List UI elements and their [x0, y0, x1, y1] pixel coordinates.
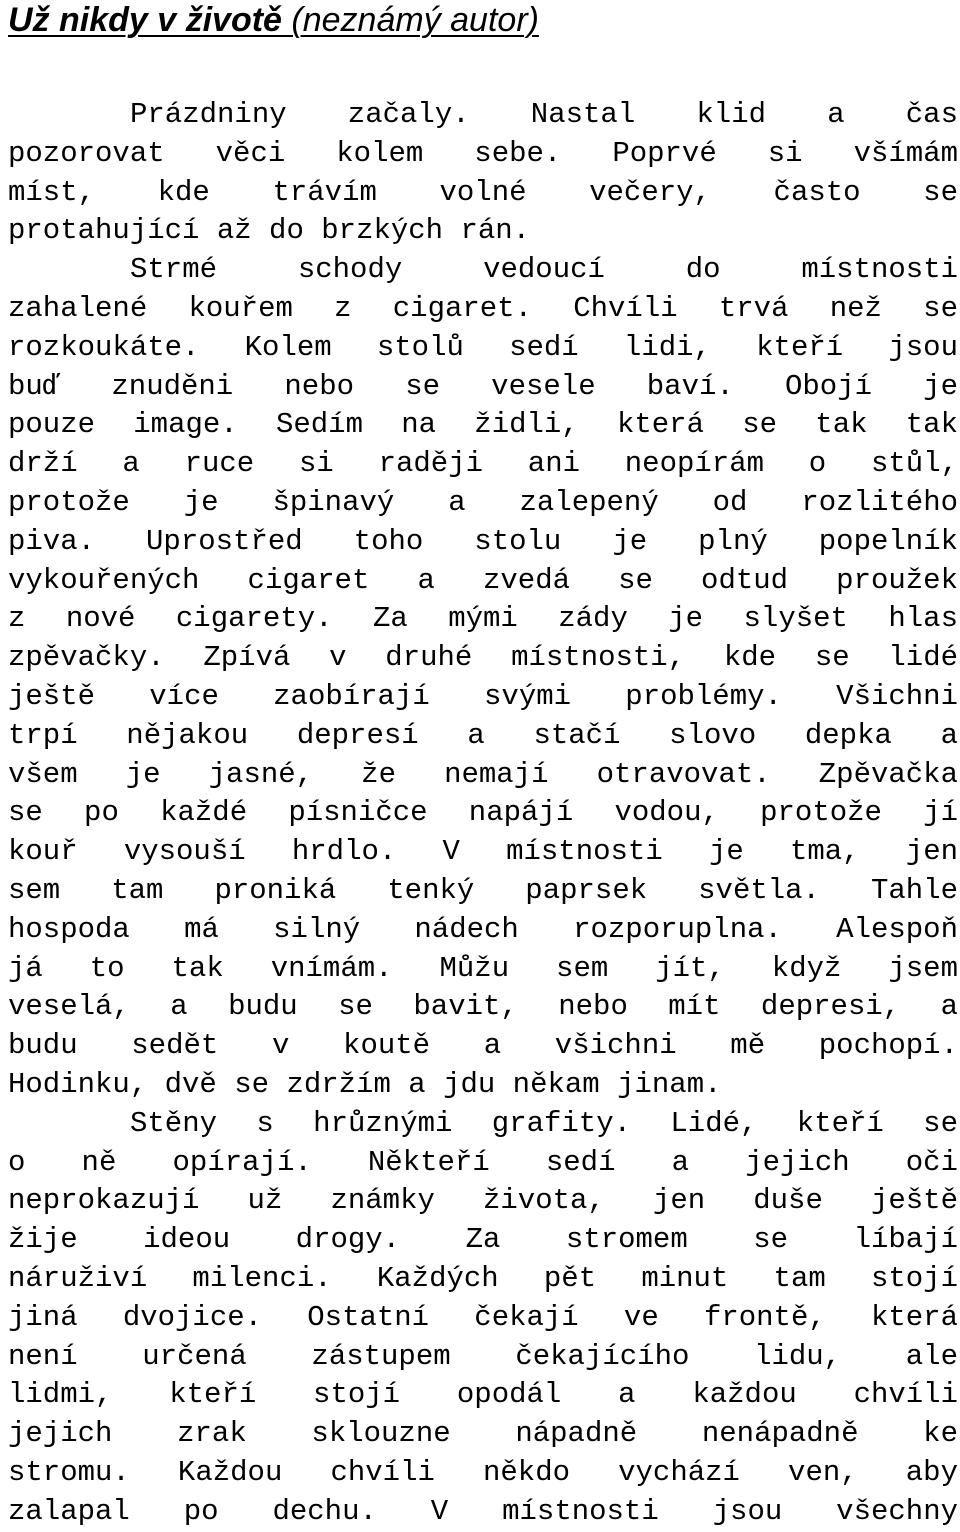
text-line: já to tak vnímám. Můžu sem jít, když jsem	[8, 951, 958, 985]
text-line: všem je jasné, že nemají otravovat. Zpěvačka	[8, 757, 958, 791]
text-line: Stěny s hrůznými grafity. Lidé, kteří se	[130, 1106, 958, 1140]
text-line: míst, kde trávím volné večery, často se	[8, 175, 958, 209]
text-line: piva. Uprostřed toho stolu je plný popelník	[8, 524, 958, 558]
text-line: z nové cigarety. Za mými zády je slyšet hlas	[8, 602, 958, 636]
text-line: stromu. Každou chvíli někdo vychází ven, aby	[8, 1455, 958, 1489]
title-author: (neznámý autor)	[281, 1, 539, 39]
text-line: budu sedět v koutě a všichni mě pochopí.	[8, 1029, 958, 1063]
text-line: zpěvačky. Zpívá v druhé místnosti, kde se lidé	[8, 641, 958, 675]
document-body	[8, 96, 958, 1531]
text-line: buď znuděni nebo se vesele baví. Obojí je	[8, 369, 958, 403]
text-line: protože je špinavý a zalepený od rozlitého	[8, 485, 958, 519]
text-line: sem tam proniká tenký paprsek světla. Tahle	[8, 873, 958, 907]
text-line: vykouřených cigaret a zvedá se odtud proužek	[8, 563, 958, 597]
text-line: zalapal po dechu. V místnosti jsou všechny	[8, 1494, 958, 1528]
text-line: Prázdniny začaly. Nastal klid a čas	[130, 98, 958, 131]
text-line: protahující až do brzkých rán.	[8, 214, 531, 248]
text-line: lidmi, kteří stojí opodál a každou chvíli	[8, 1378, 958, 1412]
text-line: hospoda má silný nádech rozporuplna. Alespoň	[8, 912, 958, 946]
text-line: o ně opírají. Někteří sedí a jejich oči	[8, 1145, 958, 1179]
text-line: kouř vysouší hrdlo. V místnosti je tma, jen	[8, 835, 958, 869]
title-main: Už nikdy v životě	[8, 1, 282, 39]
text-line: veselá, a budu se bavit, nebo mít depresi, a	[8, 990, 958, 1024]
text-line: pouze image. Sedím na židli, která se tak tak	[8, 408, 958, 442]
text-line: drží a ruce si raději ani neopírám o stůl,	[8, 447, 958, 481]
text-line: jiná dvojice. Ostatní čekají ve frontě, která	[8, 1300, 958, 1334]
text-line: jejich zrak sklouzne nápadně nenápadně ke	[8, 1417, 958, 1451]
document-title	[8, 0, 539, 40]
text-line: náruživí milenci. Každých pět minut tam stojí	[8, 1261, 958, 1295]
text-line: Hodinku, dvě se zdržím a jdu někam jinam.	[8, 1067, 722, 1101]
text-line: neprokazují už známky života, jen duše ještě	[8, 1184, 958, 1218]
text-line: Strmé schody vedoucí do místnosti	[130, 253, 958, 287]
text-line: žije ideou drogy. Za stromem se líbají	[8, 1223, 958, 1257]
text-line: trpí nějakou depresí a stačí slovo depka a	[8, 718, 958, 752]
text-line: zahalené kouřem z cigaret. Chvíli trvá než se	[8, 291, 958, 325]
text-line: se po každé písničce napájí vodou, protože jí	[8, 796, 958, 830]
text-line: ještě více zaobírají svými problémy. Všichni	[8, 679, 958, 713]
text-line: rozkoukáte. Kolem stolů sedí lidi, kteří jsou	[8, 330, 958, 364]
text-line: není určená zástupem čekajícího lidu, ale	[8, 1339, 958, 1373]
text-line: pozorovat věci kolem sebe. Poprvé si všímám	[8, 136, 958, 170]
